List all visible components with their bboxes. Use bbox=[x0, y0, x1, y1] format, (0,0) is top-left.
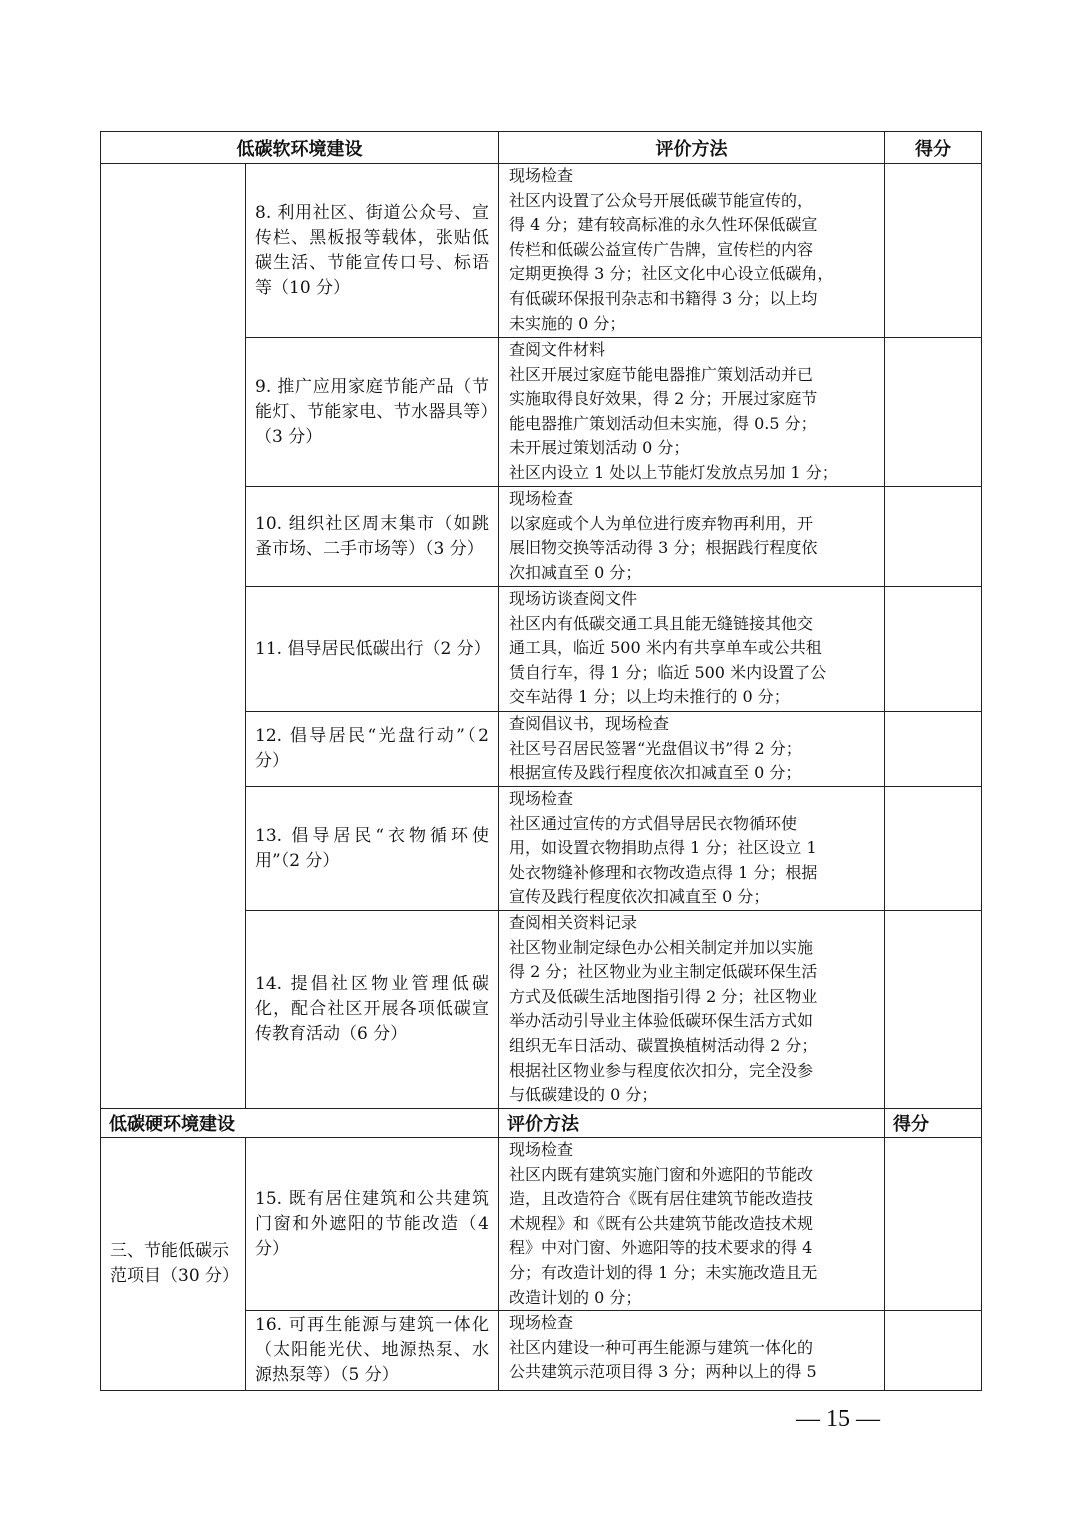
score-cell bbox=[885, 587, 982, 712]
method-line: 查阅文件材料 bbox=[509, 340, 606, 359]
method-line: 社区物业制定绿色办公相关制定并加以实施 bbox=[509, 937, 814, 957]
method-line: 现场检查 bbox=[509, 1313, 574, 1333]
method-line: 术规程》和《既有公共建筑节能改造技术规 bbox=[509, 1213, 814, 1233]
item-cell: 8. 利用社区、街道公众号、宣传栏、黑板报等载体，张贴低碳生活、节能宣传口号、标语等（10 分） bbox=[246, 164, 499, 338]
score-cell bbox=[885, 1311, 982, 1391]
method-line: 定期更换得 3 分；社区文化中心设立低碳角， bbox=[509, 264, 834, 284]
method-line: 得 4 分；建有较高标准的永久性环保低碳宣 bbox=[509, 215, 818, 235]
method-cell bbox=[499, 1311, 885, 1391]
method-line: 未实施的 0 分； bbox=[509, 313, 626, 333]
header-evaluation-method: 评价方法 bbox=[499, 1109, 885, 1138]
method-line: 能电器推广策划活动但未实施，得 0.5 分； bbox=[509, 413, 817, 433]
method-line: 现场检查 bbox=[509, 166, 574, 185]
method-cell bbox=[499, 1138, 885, 1311]
method-cell bbox=[499, 787, 885, 911]
method-line: 社区内设立 1 处以上节能灯发放点另加 1 分； bbox=[509, 462, 838, 482]
method-line: 方式及低碳生活地图指引得 2 分；社区物业 bbox=[509, 986, 818, 1006]
method-cell bbox=[499, 587, 885, 712]
header-score: 得分 bbox=[885, 132, 982, 164]
table-row bbox=[101, 1138, 982, 1311]
method-line: 实施取得良好效果，得 2 分；开展过家庭节 bbox=[509, 389, 818, 409]
header-hard-environment: 低碳硬环境建设 bbox=[101, 1109, 499, 1138]
score-cell bbox=[885, 1138, 982, 1311]
header-row-hard bbox=[101, 1109, 982, 1138]
method-line: 现场检查 bbox=[509, 789, 574, 808]
method-line: 举办活动引导业主体验低碳环保生活方式如 bbox=[509, 1011, 814, 1031]
header-score: 得分 bbox=[885, 1109, 982, 1138]
method-line: 现场访谈查阅文件 bbox=[509, 589, 638, 608]
method-line: 现场检查 bbox=[509, 1140, 574, 1159]
method-line: 传栏和低碳公益宣传广告牌，宣传栏的内容 bbox=[509, 239, 814, 259]
method-line: 社区开展过家庭节能电器推广策划活动并已 bbox=[509, 364, 814, 384]
header-row-soft bbox=[101, 132, 982, 164]
method-line: 宣传及践行程度依次扣减直至 0 分； bbox=[509, 887, 770, 907]
method-line: 根据宣传及践行程度依次扣减直至 0 分； bbox=[509, 763, 802, 783]
method-cell bbox=[499, 164, 885, 338]
item-cell: 11. 倡导居民低碳出行（2 分） bbox=[246, 587, 499, 712]
method-line: 与低碳建设的 0 分； bbox=[509, 1085, 658, 1105]
item-cell: 9. 推广应用家庭节能产品（节能灯、节能家电、节水器具等）（3 分） bbox=[246, 338, 499, 487]
method-line: 展旧物交换等活动得 3 分；根据践行程度依 bbox=[509, 538, 818, 558]
method-line: 分；有改造计划的得 1 分；未实施改造且无 bbox=[509, 1262, 818, 1282]
method-line: 通工具，临近 500 米内有共享单车或公共租 bbox=[509, 638, 822, 658]
method-line: 查阅相关资料记录 bbox=[509, 913, 638, 932]
page-number: — 15 — bbox=[796, 1406, 880, 1432]
category-cell-empty bbox=[101, 164, 246, 1109]
header-evaluation-method: 评价方法 bbox=[499, 132, 885, 164]
method-line: 造，且改造符合《既有居住建筑节能改造技 bbox=[509, 1189, 814, 1209]
item-cell: 15. 既有居住建筑和公共建筑门窗和外遮阳的节能改造（4 分） bbox=[246, 1138, 499, 1311]
method-line: 社区内有低碳交通工具且能无缝链接其他交 bbox=[509, 613, 814, 633]
method-line: 社区号召居民签署“光盘倡议书”得 2 分； bbox=[509, 738, 802, 758]
method-line: 查阅倡议书，现场检查 bbox=[509, 714, 670, 733]
method-line: 处衣物缝补修理和衣物改造点得 1 分；根据 bbox=[509, 862, 818, 882]
score-cell bbox=[885, 164, 982, 338]
method-line: 程》中对门窗、外遮阳等的技术要求的得 4 bbox=[509, 1238, 813, 1258]
method-line: 公共建筑示范项目得 3 分；两种以上的得 5 bbox=[509, 1362, 817, 1382]
score-cell bbox=[885, 712, 982, 787]
method-line: 社区通过宣传的方式倡导居民衣物循环使 bbox=[509, 813, 798, 833]
evaluation-table bbox=[100, 131, 982, 1391]
header-soft-environment: 低碳软环境建设 bbox=[101, 132, 499, 164]
method-line: 社区内建设一种可再生能源与建筑一体化的 bbox=[509, 1337, 814, 1357]
item-cell: 16. 可再生能源与建筑一体化（太阳能光伏、地源热泵、水源热泵等）（5 分） bbox=[246, 1311, 499, 1391]
method-line: 现场检查 bbox=[509, 489, 574, 508]
method-line: 得 2 分；社区物业为业主制定低碳环保生活 bbox=[509, 962, 818, 982]
method-line: 组织无车日活动、碳置换植树活动得 2 分； bbox=[509, 1035, 818, 1055]
item-cell: 10. 组织社区周末集市（如跳蚤市场、二手市场等）（3 分） bbox=[246, 487, 499, 587]
method-cell bbox=[499, 487, 885, 587]
method-line: 改造计划的 0 分； bbox=[509, 1287, 642, 1307]
method-cell bbox=[499, 911, 885, 1109]
score-cell bbox=[885, 911, 982, 1109]
item-cell: 12. 倡导居民“光盘行动”（2 分） bbox=[246, 712, 499, 787]
method-line: 以家庭或个人为单位进行废弃物再利用，开 bbox=[509, 513, 814, 533]
item-cell: 13. 倡导居民“衣物循环使用”（2 分） bbox=[246, 787, 499, 911]
method-line: 有低碳环保报刊杂志和书籍得 3 分；以上均 bbox=[509, 288, 818, 308]
method-cell bbox=[499, 712, 885, 787]
category-cell: 三、节能低碳示范项目（30 分） bbox=[101, 1138, 246, 1391]
method-cell bbox=[499, 338, 885, 487]
item-cell: 14. 提倡社区物业管理低碳化，配合社区开展各项低碳宣传教育活动（6 分） bbox=[246, 911, 499, 1109]
method-line: 社区内设置了公众号开展低碳节能宣传的， bbox=[509, 190, 814, 210]
table-row bbox=[101, 164, 982, 338]
method-line: 未开展过策划活动 0 分； bbox=[509, 438, 690, 458]
method-line: 赁自行车，得 1 分；临近 500 米内设置了公 bbox=[509, 662, 827, 682]
method-line: 次扣减直至 0 分； bbox=[509, 562, 642, 582]
method-line: 用，如设置衣物捐助点得 1 分；社区设立 1 bbox=[509, 838, 817, 858]
method-line: 交车站得 1 分；以上均未推行的 0 分； bbox=[509, 687, 790, 707]
method-line: 根据社区物业参与程度依次扣分，完全没参 bbox=[509, 1060, 814, 1080]
score-cell bbox=[885, 787, 982, 911]
method-line: 社区内既有建筑实施门窗和外遮阳的节能改 bbox=[509, 1164, 814, 1184]
score-cell bbox=[885, 338, 982, 487]
score-cell bbox=[885, 487, 982, 587]
